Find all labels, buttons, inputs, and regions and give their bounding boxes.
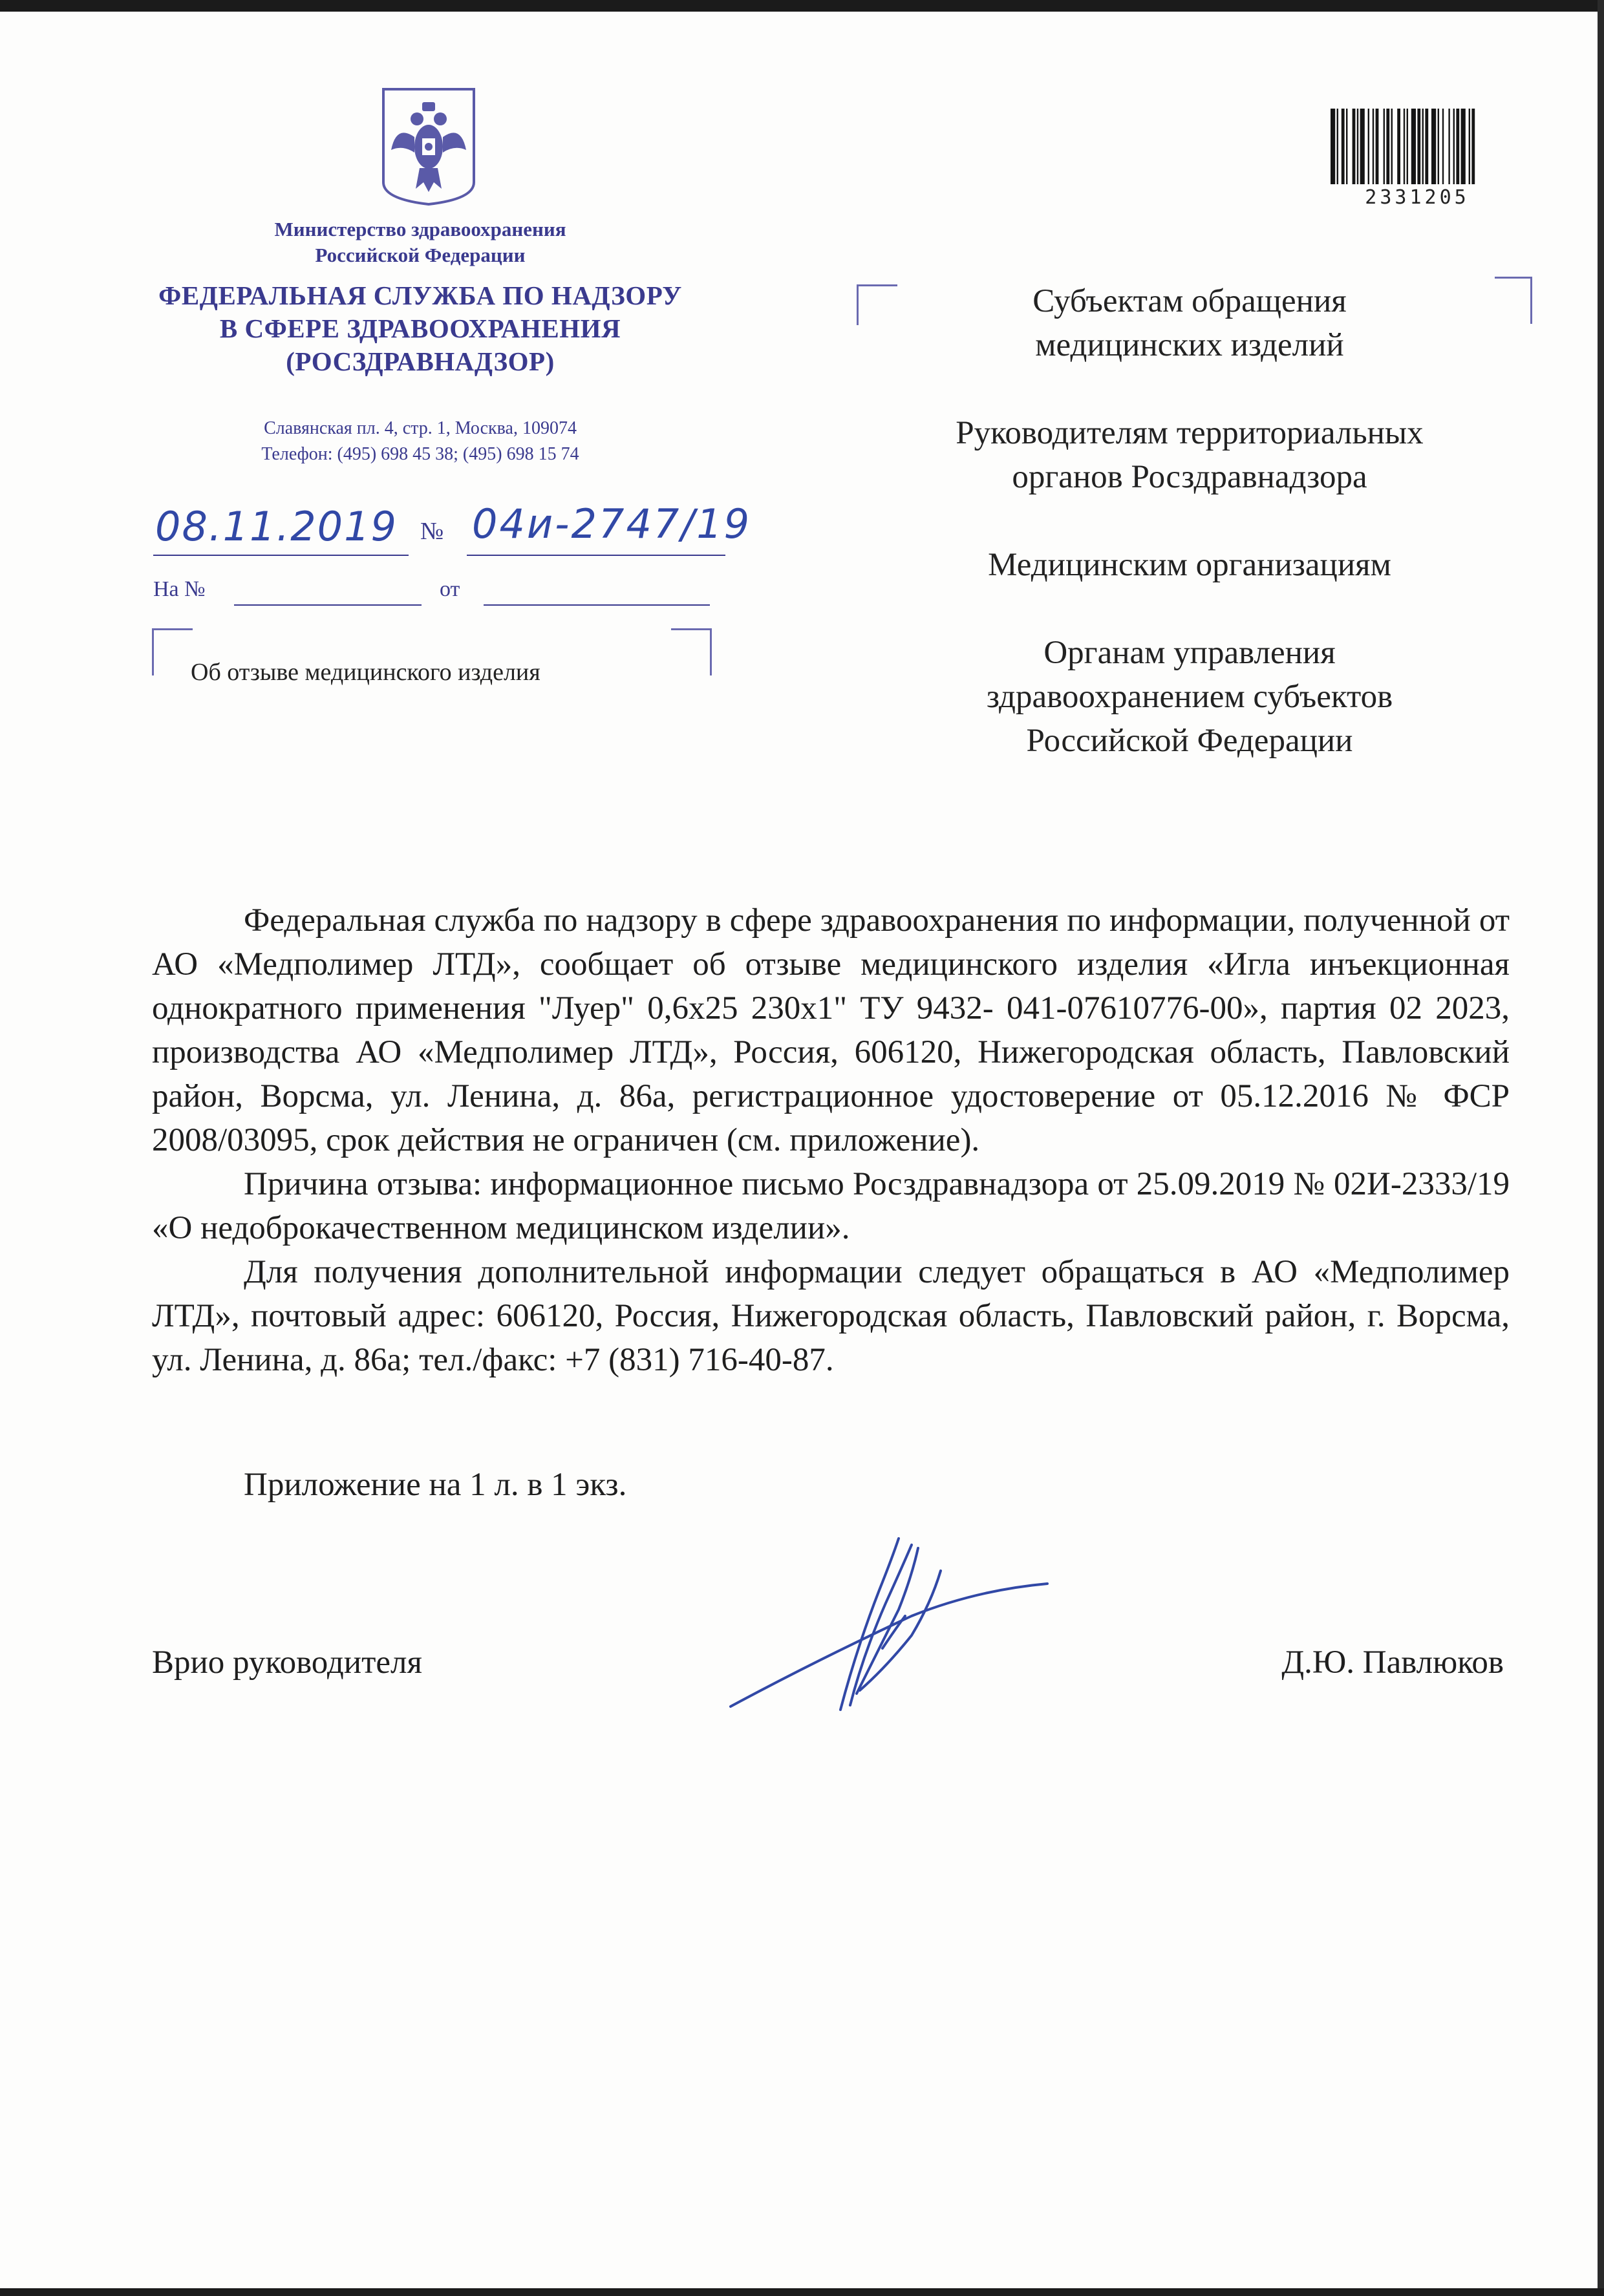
letter-body: [152, 898, 1510, 1382]
address-line: Славянская пл. 4, стр. 1, Москва, 109074: [264, 418, 577, 438]
ministry-line: Российской Федерации: [315, 244, 526, 266]
letter-subject: Об отзыве медицинского изделия: [191, 659, 540, 686]
barcode-bar: [1425, 109, 1428, 184]
barcode-bar: [1461, 109, 1466, 184]
barcode-bar: [1331, 109, 1335, 184]
address-line: Телефон: (495) 698 45 38; (495) 698 15 74: [261, 444, 579, 464]
barcode-bar: [1357, 109, 1358, 184]
attachment-note: Приложение на 1 л. в 1 экз.: [244, 1467, 627, 1503]
barcode-bar: [1360, 109, 1365, 184]
addressee-group: [892, 631, 1487, 763]
number-underline: [467, 555, 725, 556]
barcode-bar: [1346, 109, 1347, 184]
scan-border-bottom: [0, 2288, 1604, 2296]
barcode-bar: [1386, 109, 1389, 184]
barcode-bar: [1342, 109, 1345, 184]
letterhead-address: [168, 416, 672, 467]
addressee-line: Субъектам обращения: [1032, 283, 1347, 319]
date-underline: [153, 555, 409, 556]
handwritten-signature: [718, 1532, 1054, 1726]
body-paragraph: Причина отзыва: информационное письмо Росздравнадзора от 25.09.2019 № 02И-2333/19 «О недоброкачественном медицинском изделии».: [152, 1166, 1510, 1246]
signatory-name: Д.Ю. Павлюков: [1281, 1644, 1504, 1681]
addressee-line: Органам управления: [1043, 635, 1336, 671]
addressee-corner-left: [857, 284, 897, 325]
body-paragraph: Федеральная служба по надзору в сфере здравоохранения по информации, полученной от АО «Медполимер ЛТД», сообщает об отзыве медицинского изделия «Игла инъекционная однократного применения "Луер" 0,6х25 230х1" ТУ 9432- 041-07610776-00», партия 02 2023, производства АО «Медполимер ЛТД», Россия, 606120, Нижегородская область, Павловский район, Ворсма, ул. Ленина, д. 86а, регистрационное удостоверение от 05.12.2016 № ФСР 2008/03095, срок действия не ограничен (см. приложение).: [152, 902, 1510, 1158]
registration-number: 04и-2747/19: [472, 500, 752, 547]
coat-of-arms-icon: [377, 85, 480, 207]
barcode-bar: [1411, 109, 1416, 184]
addressee-group: [892, 543, 1487, 587]
addressee-line: Медицинским организациям: [988, 547, 1391, 583]
reply-to-label: На №: [153, 577, 206, 601]
body-paragraph: Для получения дополнительной информации следует обращаться в АО «Медполимер ЛТД», почтовый адрес: 606120, Россия, Нижегородская область, Павловский район, г. Ворсма, ул. Ленина, д. 86а; тел./факс: +7 (831) 716-40-87.: [152, 1254, 1510, 1378]
barcode-bar: [1417, 109, 1420, 184]
barcode-bar: [1469, 109, 1470, 184]
addressee-line: Руководителям территориальных: [956, 415, 1424, 451]
barcode-bar: [1453, 109, 1455, 184]
reply-number-underline: [234, 604, 422, 606]
barcode-bar: [1337, 109, 1338, 184]
addressee-group: [892, 411, 1487, 499]
addressee-block: [892, 279, 1487, 807]
addressee-group: [892, 279, 1487, 367]
barcode-bar: [1397, 109, 1400, 184]
from-label: от: [440, 577, 460, 601]
subject-corner-right: [671, 628, 712, 675]
barcode-bar: [1448, 109, 1449, 184]
reply-date-underline: [484, 604, 710, 606]
barcode-bar: [1407, 109, 1408, 184]
addressee-corner-right: [1495, 277, 1532, 324]
subject-corner-left: [152, 628, 193, 675]
service-name: [129, 279, 711, 378]
barcode-bar: [1391, 109, 1393, 184]
signatory-position: Врио руководителя: [152, 1644, 422, 1681]
barcode-bar: [1404, 109, 1405, 184]
addressee-line: медицинских изделий: [1035, 327, 1344, 363]
barcode: [1331, 109, 1504, 184]
scan-border-right: [1598, 0, 1604, 2296]
barcode-bar: [1422, 109, 1424, 184]
barcode-bar: [1384, 109, 1385, 184]
barcode-bar: [1373, 109, 1374, 184]
addressee-line: органов Росздравнадзора: [1012, 459, 1367, 495]
barcode-bar: [1376, 109, 1379, 184]
barcode-bar: [1368, 109, 1369, 184]
barcode-bar: [1456, 109, 1459, 184]
number-sign: №: [420, 518, 444, 545]
scan-border-top: [0, 0, 1604, 12]
barcode-bar: [1353, 109, 1356, 184]
barcode-bar: [1431, 109, 1436, 184]
ministry-name: [194, 217, 647, 268]
service-line: (РОСЗДРАВНАДЗОР): [286, 346, 555, 376]
barcode-bar: [1442, 109, 1444, 184]
ministry-line: Министерство здравоохранения: [274, 218, 566, 240]
barcode-bar: [1471, 109, 1475, 184]
service-line: В СФЕРЕ ЗДРАВООХРАНЕНИЯ: [219, 314, 621, 343]
addressee-line: здравоохранением субъектов: [986, 679, 1393, 715]
barcode-bar: [1438, 109, 1439, 184]
barcode-number: 2331205: [1365, 186, 1470, 209]
registration-date: 08.11.2019: [155, 503, 398, 550]
service-line: ФЕДЕРАЛЬНАЯ СЛУЖБА ПО НАДЗОРУ: [158, 281, 682, 310]
addressee-line: Российской Федерации: [1026, 723, 1353, 759]
